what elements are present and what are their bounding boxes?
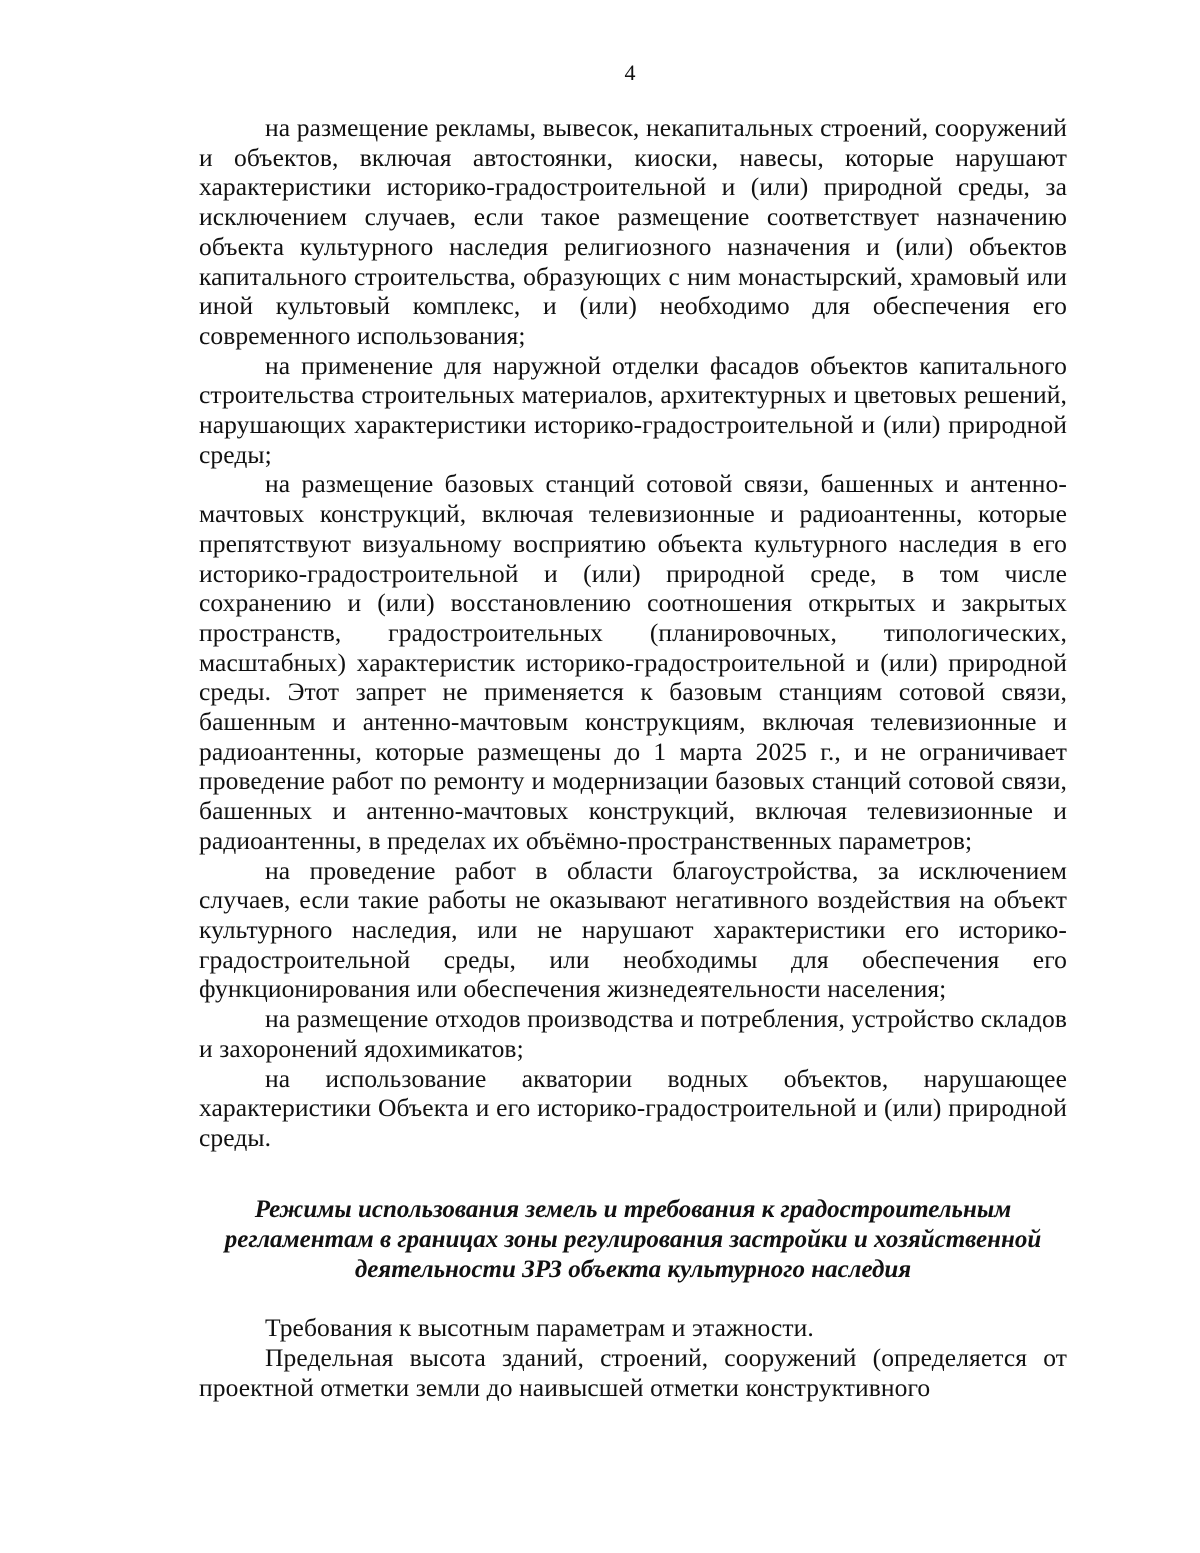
paragraph-facade-finishing: на применение для наружной отделки фасадов объектов капитального строительства строительных материалов, архитектурных и цветовых решений, нарушающих характеристики историко-градостроительной и (или) природной среды; — [199, 350, 1067, 469]
paragraph-height-limit: Предельная высота зданий, строений, сооружений (определяется от проектной отметки земли до наивысшей отметки конструктивного — [199, 1343, 1067, 1402]
restrictions-list — [199, 113, 1067, 1153]
heading-line-1: Режимы использования земель и требования к градостроительным — [254, 1196, 1012, 1223]
paragraph-waste: на размещение отходов производства и потребления, устройство складов и захоронений ядохимикатов; — [199, 1004, 1067, 1063]
paragraph-landscaping: на проведение работ в области благоустройства, за исключением случаев, если такие работы не оказывают негативного воздействия на объект культурного наследия, или не нарушают характеристики его историко-градостроительной среды, или необходимы для обеспечения его функционирования или обеспечения жизнедеятельности населения; — [199, 855, 1067, 1004]
paragraph-advertising: на размещение рекламы, вывесок, некапитальных строений, сооружений и объектов, включая автостоянки, киоски, навесы, которые нарушают характеристики историко-градостроительной и (или) природной среды, за исключением случаев, если такое размещение соответствует назначению объекта культурного наследия религиозного назначения и (или) объектов капитального строительства, образующих с ним монастырский, храмовый или иной культовый комплекс, и (или) необходимо для обеспечения его современного использования; — [199, 113, 1067, 350]
paragraph-water-area: на использование акватории водных объектов, нарушающее характеристики Объекта и его историко-градостроительной и (или) природной среды. — [199, 1063, 1067, 1152]
heading-line-2: регламентам в границах зоны регулирования застройки и хозяйственной — [224, 1226, 1042, 1253]
page-number: 4 — [624, 60, 636, 85]
height-requirements — [199, 1313, 1067, 1403]
paragraph-base-stations: на размещение базовых станций сотовой связи, башенных и антенно-мачтовых конструкций, включая телевизионные и радиоантенны, которые препятствуют визуальному восприятию объекта культурного наследия в его историко-градостроительной и (или) природной среде, в том числе сохранению и (или) восстановлению соотношения открытых и закрытых пространств, градостроительных (планировочных, типологических, масштабных) характеристик историко-градостроительной и (или) природной среды. Этот запрет не применяется к базовым станциям сотовой связи, башенным и антенно-мачтовым конструкциям, включая телевизионные и радиоантенны, которые размещены до 1 марта 2025 г., и не ограничивает проведение работ по ремонту и модернизации базовых станций сотовой связи, башенных и антенно-мачтовых конструкций, включая телевизионные и радиоантенны, в пределах их объёмно-пространственных параметров; — [199, 469, 1067, 855]
section-heading — [199, 1195, 1067, 1285]
heading-line-3: деятельности ЗРЗ объекта культурного наследия — [354, 1256, 912, 1283]
paragraph-height-title: Требования к высотным параметрам и этажности. — [265, 1313, 814, 1342]
